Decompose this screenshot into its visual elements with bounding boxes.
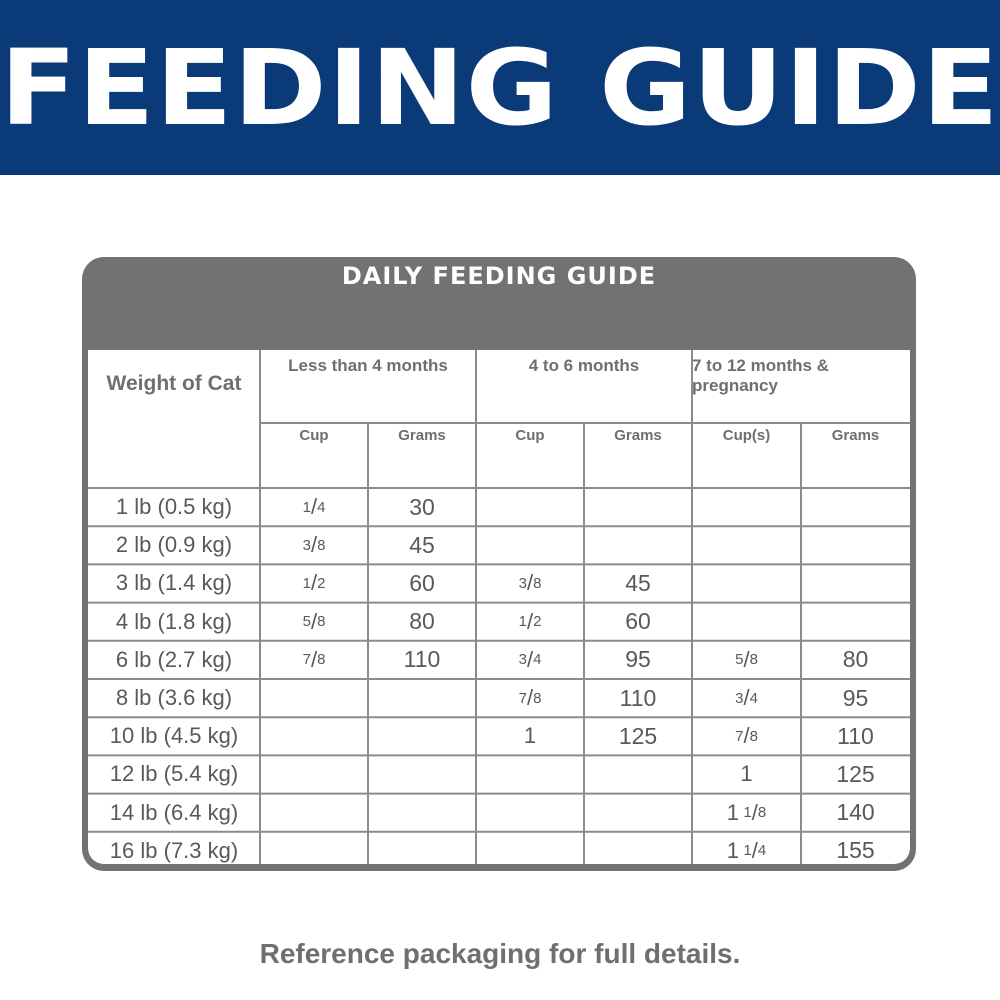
weight-cell: 12 lb (5.4 kg) — [109, 761, 239, 787]
grams-cell — [368, 717, 476, 755]
age-group-header: Less than 4 months — [288, 356, 448, 375]
cup-cell: 7 / 8 — [518, 685, 542, 711]
page-title: FEEDING GUIDE — [0, 26, 1000, 149]
grams-cell — [801, 488, 910, 526]
feeding-guide-table — [82, 257, 916, 871]
table-grid — [88, 350, 910, 864]
grams-cell: 110 — [403, 646, 441, 673]
cup-cell — [692, 564, 801, 602]
grams-cell: 95 — [625, 646, 651, 673]
cup-cell: 7 / 8 — [735, 723, 758, 749]
weight-cell: 3 lb (1.4 kg) — [115, 570, 233, 596]
cup-cell — [476, 832, 584, 870]
cup-cell — [260, 679, 368, 717]
weight-cell: 6 lb (2.7 kg) — [115, 646, 233, 672]
grams-cell — [801, 564, 910, 602]
weight-cell: 10 lb (4.5 kg) — [109, 723, 239, 749]
cup-cell — [260, 794, 368, 832]
grams-cell: 80 — [409, 608, 435, 635]
grams-cell: 125 — [836, 760, 875, 787]
cup-cell: 1 — [523, 723, 537, 749]
cup-cell: 1 — [740, 761, 753, 787]
cup-cell: 3 / 4 — [518, 646, 542, 672]
weight-column-header: Weight of Cat — [106, 372, 242, 395]
grams-cell: 110 — [619, 684, 657, 711]
cup-cell — [692, 603, 801, 641]
grams-cell: 125 — [618, 722, 658, 749]
cup-cell — [476, 526, 584, 564]
grams-cell — [368, 755, 476, 793]
cup-cell: 3 / 8 — [518, 570, 542, 596]
grams-cell: 30 — [409, 493, 435, 520]
grams-cell: 155 — [836, 837, 875, 864]
cup-column-header: Cup — [515, 427, 545, 444]
cup-cell — [260, 717, 368, 755]
cup-cell — [260, 755, 368, 793]
age-group-header: 4 to 6 months — [528, 356, 640, 375]
weight-cell: 4 lb (1.8 kg) — [115, 608, 233, 634]
weight-cell: 14 lb (6.4 kg) — [109, 799, 239, 825]
cup-cell: 1 1 / 4 — [726, 837, 767, 863]
cup-cell: 3 / 8 — [302, 532, 326, 558]
weight-cell: 8 lb (3.6 kg) — [115, 685, 233, 711]
header-banner — [0, 0, 1000, 175]
grams-cell: 45 — [625, 569, 651, 596]
grams-column-header: Grams — [398, 427, 446, 444]
grams-cell: 95 — [842, 684, 869, 711]
cup-column-header: Cup(s) — [722, 427, 771, 444]
grams-cell — [584, 488, 692, 526]
grams-cell: 60 — [625, 608, 651, 635]
grams-cell: 140 — [836, 799, 875, 826]
grams-cell — [584, 526, 692, 564]
cup-cell: 5 / 8 — [302, 608, 326, 634]
grams-cell — [584, 794, 692, 832]
cup-cell: 1 / 2 — [518, 608, 542, 634]
grams-column-header: Grams — [614, 427, 662, 444]
cup-cell — [692, 488, 801, 526]
cup-cell — [260, 832, 368, 870]
grams-cell — [368, 679, 476, 717]
grams-cell — [801, 526, 910, 564]
weight-cell: 16 lb (7.3 kg) — [109, 837, 239, 863]
grams-cell: 110 — [837, 722, 874, 749]
grams-cell — [584, 755, 692, 793]
cup-cell — [476, 794, 584, 832]
cup-column-header: Cup — [299, 427, 329, 444]
grams-cell — [584, 832, 692, 870]
cup-cell — [692, 526, 801, 564]
grams-cell — [368, 794, 476, 832]
grams-cell — [801, 603, 910, 641]
cup-cell: 1 1 / 8 — [726, 799, 767, 825]
cup-cell: 5 / 8 — [735, 646, 758, 672]
grams-cell — [368, 832, 476, 870]
footer-note: Reference packaging for full details. — [259, 938, 741, 969]
cup-cell: 7 / 8 — [302, 646, 326, 672]
grams-cell: 60 — [409, 569, 435, 596]
age-group-header: 7 to 12 months & pregnancy — [692, 356, 829, 395]
cup-cell: 3 / 4 — [735, 685, 758, 711]
grams-cell: 45 — [409, 531, 435, 558]
weight-cell: 1 lb (0.5 kg) — [115, 494, 233, 520]
cup-cell — [476, 755, 584, 793]
cup-cell: 1 / 2 — [302, 570, 326, 596]
table-title: DAILY FEEDING GUIDE — [341, 262, 657, 290]
weight-cell: 2 lb (0.9 kg) — [115, 532, 233, 558]
grams-column-header: Grams — [831, 427, 880, 444]
grams-cell: 80 — [842, 646, 869, 673]
cup-cell: 1 / 4 — [302, 494, 326, 520]
cup-cell — [476, 488, 584, 526]
